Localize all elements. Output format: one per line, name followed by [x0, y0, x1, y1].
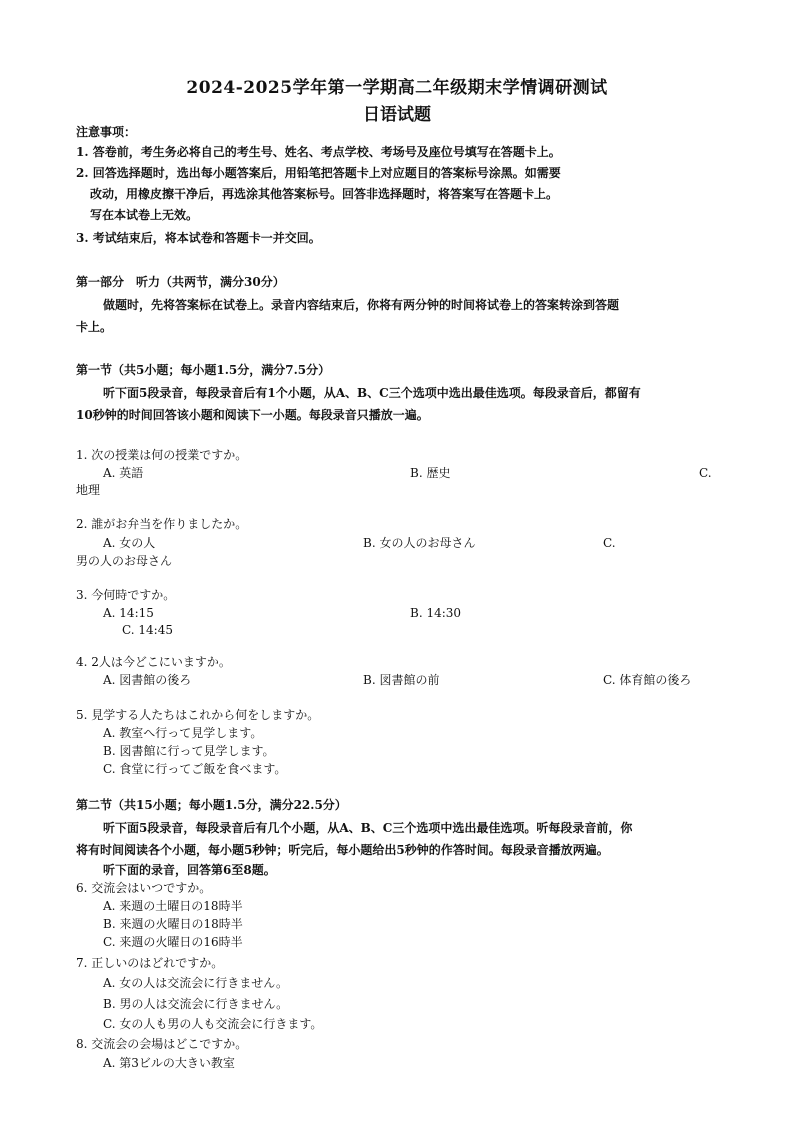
section2-instruction: 听下面5段录音，每段录音后有几个小题，从A、B、C三个选项中选出最佳选项。听每段录音前，你	[103, 821, 633, 835]
question-5-option-b: B. 図書館に行って見学します。	[103, 744, 275, 758]
question-6-option-b: B. 来週の火曜日の18時半	[103, 917, 243, 931]
question-8-option-a: A. 第3ビルの大きい教室	[103, 1056, 235, 1070]
question-3-stem: 3. 今何時ですか。	[76, 588, 176, 602]
section2-listen-prompt: 听下面的录音，回答第6至8题。	[103, 863, 276, 877]
section1-heading: 第一节（共5小题；每小题1.5分，满分7.5分）	[76, 363, 331, 377]
part1-heading: 第一部分 听力（共两节，满分30分）	[76, 275, 285, 289]
question-8-stem: 8. 交流会の会場はどこですか。	[76, 1037, 248, 1051]
question-7-option-c: C. 女の人も男の人も交流会に行きます。	[103, 1017, 323, 1031]
question-4-option-c: C. 体育館の後ろ	[603, 673, 692, 687]
notice-item-2: 2. 回答选择题时，选出每小题答案后，用铅笔把答题卡上对应题目的答案标号涂黑。如需要	[76, 166, 561, 180]
question-1-option-c-mark: C.	[699, 466, 712, 480]
part1-instruction: 做题时，先将答案标在试卷上。录音内容结束后，你将有两分钟的时间将试卷上的答案转涂到答题	[103, 298, 620, 312]
section2-heading: 第二节（共15小题；每小题1.5分，满分22.5分）	[76, 798, 347, 812]
question-7-option-b: B. 男の人は交流会に行きません。	[103, 997, 289, 1011]
question-6-stem: 6. 交流会はいつですか。	[76, 881, 212, 895]
question-2-option-a: A. 女の人	[103, 536, 156, 550]
notice-item-3: 3. 考试结束后，将本试卷和答题卡一并交回。	[76, 231, 321, 245]
section1-instruction: 听下面5段录音，每段录音后有1个小题，从A、B、C三个选项中选出最佳选项。每段录音后，都留有	[103, 386, 641, 400]
question-7-option-a: A. 女の人は交流会に行きません。	[103, 976, 289, 990]
question-2-option-c-text: 男の人のお母さん	[76, 554, 173, 568]
question-4-option-a: A. 図書館の後ろ	[103, 673, 192, 687]
exam-title: 2024-2025学年第一学期高二年级期末学情调研测试	[186, 78, 608, 98]
question-3-option-b: B. 14:30	[410, 606, 462, 620]
question-1-option-b: B. 歴史	[410, 466, 451, 480]
question-2-option-b: B. 女の人のお母さん	[363, 536, 476, 550]
question-6-option-a: A. 来週の土曜日の18時半	[103, 899, 243, 913]
notice-heading: 注意事项：	[76, 125, 137, 139]
question-4-stem: 4. 2人は今どこにいますか。	[76, 655, 231, 669]
question-1-option-a: A. 英語	[103, 466, 144, 480]
section1-instruction-cont: 10秒钟的时间回答该小题和阅读下一小题。每段录音只播放一遍。	[76, 408, 429, 422]
question-5-option-c: C. 食堂に行ってご飯を食べます。	[103, 762, 287, 776]
notice-item-2-cont: 改动，用橡皮擦干净后，再选涂其他答案标号。回答非选择题时，将答案写在答题卡上。	[90, 187, 559, 201]
notice-item-2-end: 写在本试卷上无效。	[90, 208, 199, 222]
question-3-option-a: A. 14:15	[103, 606, 154, 620]
question-5-option-a: A. 教室へ行って見学します。	[103, 726, 263, 740]
notice-item-1: 1. 答卷前，考生务必将自己的考生号、姓名、考点学校、考场号及座位号填写在答题卡上。	[76, 145, 561, 159]
question-6-option-c: C. 来週の火曜日の16時半	[103, 935, 243, 949]
question-2-stem: 2. 誰がお弁当を作りましたか。	[76, 517, 248, 531]
question-2-option-c-mark: C.	[603, 536, 616, 550]
question-4-option-b: B. 図書館の前	[363, 673, 440, 687]
section2-instruction-cont: 将有时间阅读各个小题，每小题5秒钟；听完后，每小题给出5秒钟的作答时间。每段录音播放两遍。	[76, 843, 609, 857]
question-7-stem: 7. 正しいのはどれですか。	[76, 956, 224, 970]
question-1-stem: 1. 次の授業は何の授業ですか。	[76, 448, 248, 462]
part1-instruction-cont: 卡上。	[76, 320, 113, 334]
question-1-option-c-text: 地理	[76, 483, 101, 497]
question-3-option-c: C. 14:45	[122, 623, 173, 637]
exam-subtitle: 日语试题	[363, 105, 431, 125]
question-5-stem: 5. 見学する人たちはこれから何をしますか。	[76, 708, 320, 722]
